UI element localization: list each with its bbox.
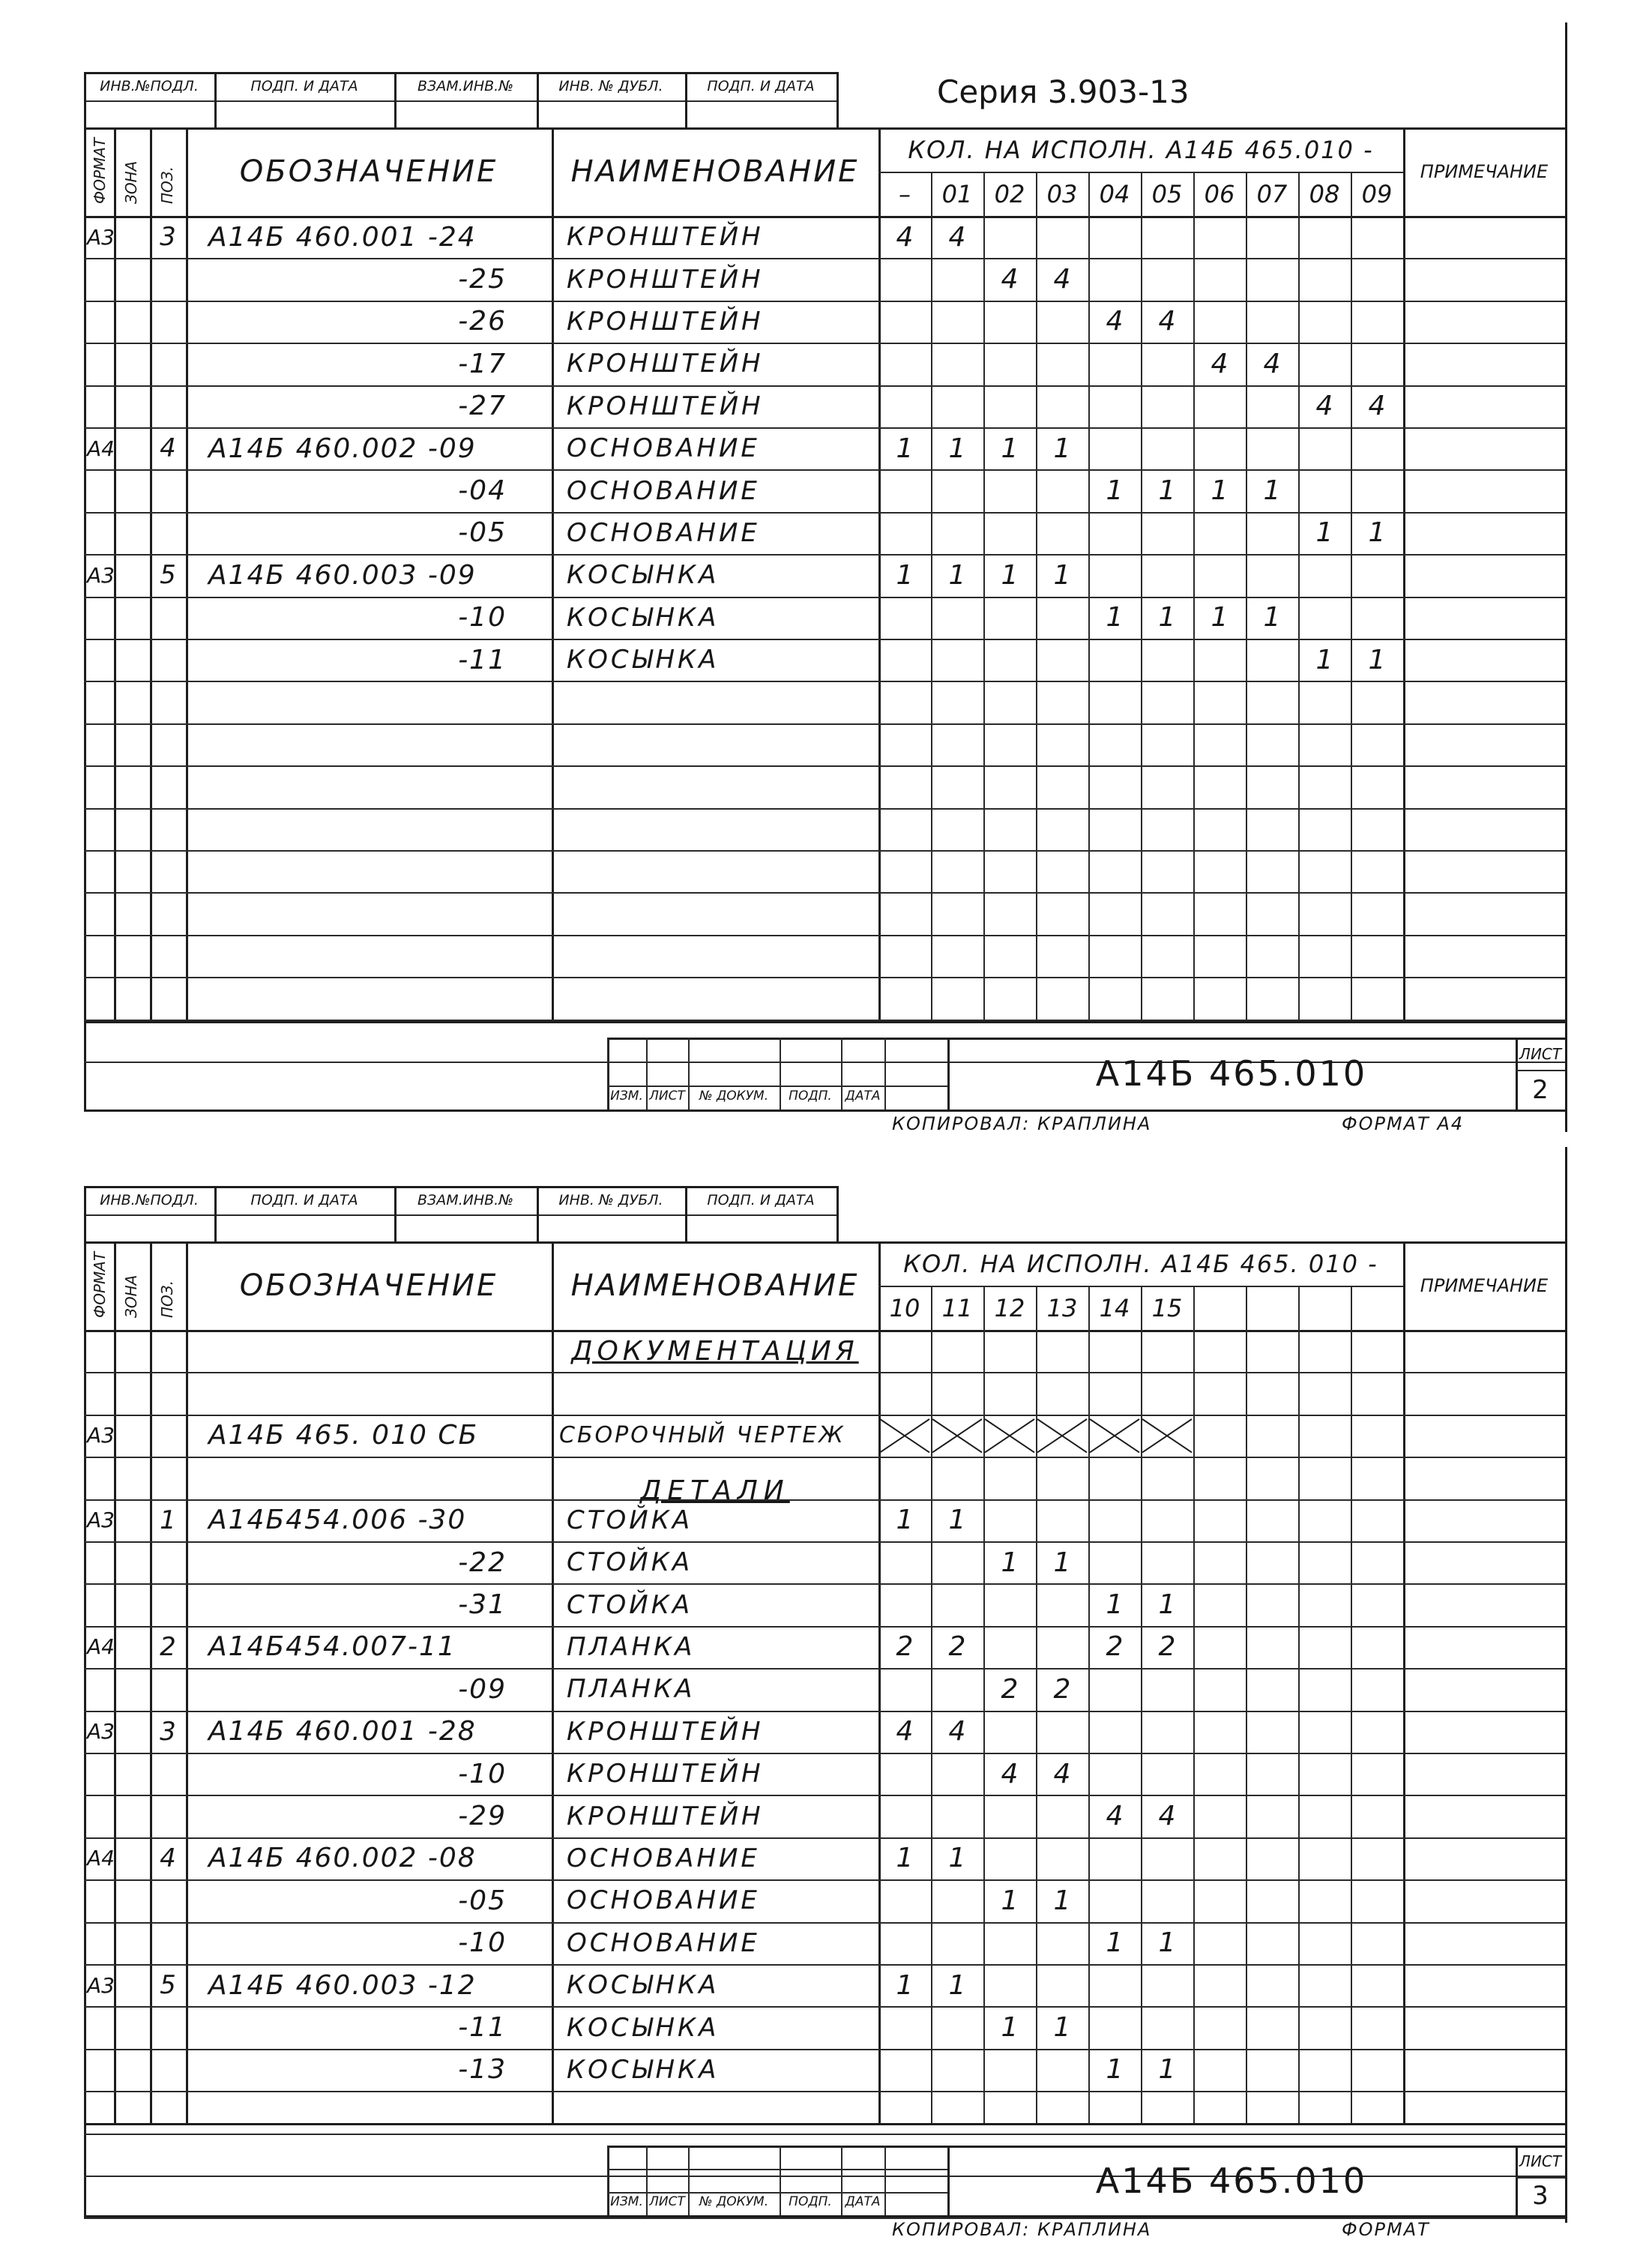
grid-line: [836, 72, 839, 127]
row-qty: 1: [1315, 517, 1333, 549]
row-designation: -26: [458, 306, 507, 337]
grid-line: [836, 1186, 839, 1241]
col-zone-label: ЗОНА: [122, 160, 140, 204]
not-applicable-cross: [983, 1415, 1036, 1457]
row-designation: -29: [458, 1801, 507, 1832]
stamp-label: ВЗАМ.ИНВ.№: [417, 1192, 513, 1208]
row-qty: 1: [896, 1505, 914, 1536]
title-block-label: ЛИСТ: [649, 1089, 685, 1104]
row-name: ОСНОВАНИЕ: [567, 1843, 760, 1873]
grid-line: [84, 2091, 1565, 2092]
row-name: КРОНШТЕЙН: [567, 306, 764, 337]
variant-header: 03: [1046, 179, 1078, 208]
variant-header: 10: [889, 1293, 920, 1322]
row-name: СТОЙКА: [567, 1589, 693, 1620]
stamp-label: ИНВ.№ПОДЛ.: [100, 78, 199, 94]
row-qty: 4: [896, 221, 914, 253]
row-name: КРОНШТЕЙН: [567, 1801, 764, 1831]
row-position: 4: [160, 1843, 176, 1873]
section-documentation: ДОКУМЕНТАЦИЯ: [571, 1335, 859, 1367]
row-name: ОСНОВАНИЕ: [567, 517, 760, 548]
col-name-label: НАИМЕНОВАНИЕ: [570, 1268, 860, 1303]
series-label: Серия 3.903-13: [937, 73, 1190, 110]
col-note-label: ПРИМЕЧАНИЕ: [1420, 161, 1549, 182]
grid-line: [84, 977, 1565, 978]
row-qty: 1: [1001, 1885, 1019, 1916]
row-qty: 1: [1158, 2054, 1176, 2086]
row-qty: 1: [948, 1843, 966, 1874]
row-qty: 4: [1158, 1801, 1176, 1832]
row-position: 3: [160, 222, 176, 253]
grid-line: [884, 2146, 886, 2215]
grid-line: [186, 1241, 188, 2123]
grid-line: [1246, 1286, 1247, 2123]
row-position: 5: [160, 560, 176, 591]
row-designation: А14Б454.007-11: [208, 1631, 456, 1663]
row-qty: 1: [948, 1969, 966, 2001]
row-designation: -25: [458, 264, 507, 295]
row-designation: А14Б 460.001 -24: [208, 221, 477, 253]
not-applicable-cross: [1141, 1415, 1193, 1457]
grid-line: [186, 127, 188, 1021]
assembly-name: СБОРОЧНЫЙ ЧЕРТЕЖ: [559, 1422, 845, 1449]
row-name: ПЛАНКА: [567, 1674, 696, 1705]
row-format: А3: [87, 1972, 115, 1998]
not-applicable-cross: [1088, 1415, 1141, 1457]
grid-line: [84, 1241, 86, 2215]
row-designation: -09: [458, 1673, 507, 1705]
grid-line: [84, 2134, 1565, 2135]
variant-header: [1193, 1286, 1246, 1330]
row-qty: 1: [1368, 644, 1386, 675]
row-qty: 1: [1211, 475, 1229, 507]
grid-line: [84, 2123, 1565, 2125]
row-qty: 1: [1053, 559, 1071, 591]
row-designation: А14Б 460.002 -09: [208, 433, 477, 464]
row-qty: 4: [1368, 391, 1386, 422]
row-qty: 4: [1315, 391, 1333, 422]
row-qty: 1: [1106, 1927, 1124, 1959]
col-zone-label: ЗОНА: [122, 1274, 140, 1318]
variant-header: 04: [1099, 179, 1130, 208]
variant-header: 12: [994, 1293, 1025, 1322]
not-applicable-cross: [931, 1415, 983, 1457]
col-pos-label: ПОЗ.: [158, 166, 176, 204]
row-qty: 1: [1053, 1885, 1071, 1916]
row-designation: А14Б 460.002 -08: [208, 1843, 477, 1874]
row-qty: 1: [1106, 475, 1124, 507]
title-block-label: ЛИСТ: [649, 2194, 685, 2209]
row-qty: 4: [896, 1716, 914, 1747]
row-qty: 1: [896, 1843, 914, 1874]
row-qty: 1: [1053, 433, 1071, 464]
row-qty: 1: [1053, 2012, 1071, 2044]
stamp-label: ПОДП. И ДАТА: [250, 1192, 358, 1208]
grid-line: [84, 1214, 836, 1216]
variant-header: 14: [1099, 1293, 1130, 1322]
col-designation-label: ОБОЗНАЧЕНИЕ: [239, 154, 498, 189]
row-qty: 1: [948, 1505, 966, 1536]
row-format: А4: [87, 436, 115, 461]
row-designation: -11: [458, 644, 507, 675]
variant-header: 08: [1309, 179, 1340, 208]
row-designation: -17: [458, 348, 507, 379]
title-block-label: № ДОКУМ.: [699, 2194, 769, 2209]
document-number: А14Б 465.010: [1095, 2160, 1368, 2201]
sheet-label: ЛИСТ: [1519, 2152, 1562, 2170]
col-pos-label: ПОЗ.: [158, 1280, 176, 1318]
grid-line: [1403, 1241, 1405, 2123]
grid-line: [84, 765, 1565, 767]
variant-header: 15: [1151, 1293, 1183, 1322]
row-qty: 1: [1001, 559, 1019, 591]
row-qty: 1: [948, 433, 966, 464]
grid-line: [552, 127, 554, 1021]
grid-line: [1403, 127, 1405, 1021]
grid-line: [84, 808, 1565, 810]
sheet-number: 2: [1532, 1074, 1549, 1105]
row-qty: 1: [948, 559, 966, 591]
variant-header: 09: [1361, 179, 1393, 208]
row-name: СТОЙКА: [567, 1547, 693, 1578]
variant-header: [1298, 1286, 1351, 1330]
row-qty: 2: [948, 1631, 966, 1663]
row-position: 3: [160, 1716, 176, 1747]
row-name: ПЛАНКА: [567, 1631, 696, 1662]
stamp-label: ИНВ. № ДУБЛ.: [558, 1192, 663, 1208]
row-designation: -31: [458, 1589, 507, 1621]
title-block-label: ДАТА: [845, 2194, 881, 2209]
row-qty: 2: [1001, 1673, 1019, 1705]
row-name: КОСЫНКА: [567, 602, 720, 633]
row-format: А3: [87, 224, 115, 250]
row-qty: 1: [1315, 644, 1333, 675]
col-qty-title: КОЛ. НА ИСПОЛН. А14Б 465. 010 -: [903, 1249, 1378, 1278]
row-designation: -22: [458, 1547, 507, 1578]
row-qty: 1: [1211, 602, 1229, 633]
row-designation: -05: [458, 1885, 507, 1916]
row-position: 1: [160, 1505, 176, 1535]
row-position: 5: [160, 1970, 176, 2001]
grid-line: [1565, 1147, 1567, 2223]
row-name: ОСНОВАНИЕ: [567, 1927, 760, 1958]
variant-header: 11: [941, 1293, 973, 1322]
stamp-label: ПОДП. И ДАТА: [250, 78, 358, 94]
row-name: КОСЫНКА: [567, 560, 720, 591]
row-qty: 4: [1053, 264, 1071, 295]
row-qty: 1: [1001, 433, 1019, 464]
stamp-label: ПОДП. И ДАТА: [707, 78, 815, 94]
title-block-label: № ДОКУМ.: [699, 1089, 769, 1104]
row-qty: 1: [1263, 475, 1281, 507]
row-qty: 1: [1158, 1927, 1176, 1959]
variant-header: 13: [1046, 1293, 1078, 1322]
row-qty: 1: [1053, 1547, 1071, 1578]
row-qty: 4: [1001, 1758, 1019, 1789]
title-block-label: ИЗМ.: [610, 2194, 643, 2209]
row-qty: 2: [896, 1631, 914, 1663]
grid-line: [1193, 1286, 1195, 2123]
col-name-label: НАИМЕНОВАНИЕ: [570, 154, 860, 189]
variant-header: 02: [994, 179, 1025, 208]
variant-header: [1351, 1286, 1403, 1330]
row-qty: 4: [948, 1716, 966, 1747]
variant-header: 07: [1256, 179, 1288, 208]
variant-header: 05: [1151, 179, 1183, 208]
row-qty: 1: [1158, 602, 1176, 633]
row-qty: 1: [1106, 1589, 1124, 1621]
row-qty: 1: [1158, 475, 1176, 507]
not-applicable-cross: [1036, 1415, 1088, 1457]
row-designation: А14Б 460.003 -12: [208, 1969, 477, 2001]
row-qty: 4: [1106, 1801, 1124, 1832]
row-name: КРОНШТЕЙН: [567, 264, 764, 295]
row-qty: 4: [1158, 306, 1176, 337]
grid-line: [84, 892, 1565, 894]
col-format-label: ФОРМАТ: [91, 137, 109, 204]
grid-line: [1565, 22, 1567, 1132]
sheet-label: ЛИСТ: [1519, 1044, 1562, 1063]
row-name: КОСЫНКА: [567, 2012, 720, 2043]
col-designation-label: ОБОЗНАЧЕНИЕ: [239, 1268, 498, 1303]
row-designation: -11: [458, 2012, 507, 2044]
row-designation: -10: [458, 602, 507, 633]
copied-by: КОПИРОВАЛ: КРАПЛИНА: [892, 1113, 1152, 1134]
grid-line: [84, 1372, 1565, 1373]
document-number: А14Б 465.010: [1095, 1053, 1368, 1094]
row-position: 4: [160, 433, 176, 464]
row-qty: 1: [1368, 517, 1386, 549]
row-name: КОСЫНКА: [567, 645, 720, 675]
row-qty: 4: [1001, 264, 1019, 295]
row-qty: 1: [1001, 2012, 1019, 2044]
grid-line: [84, 935, 1565, 936]
row-position: 2: [160, 1631, 176, 1662]
row-name: ОСНОВАНИЕ: [567, 1885, 760, 1916]
row-qty: 4: [1053, 1758, 1071, 1789]
grid-line: [552, 1241, 554, 2123]
sheet-number: 3: [1532, 2181, 1549, 2212]
row-qty: 4: [1263, 348, 1281, 379]
grid-line: [84, 723, 1565, 725]
stamp-label: ВЗАМ.ИНВ.№: [417, 78, 513, 94]
variant-header: –: [899, 179, 911, 208]
row-name: КРОНШТЕЙН: [567, 222, 764, 253]
stamp-label: ИНВ. № ДУБЛ.: [558, 78, 663, 94]
section-parts: ДЕТАЛИ: [640, 1475, 790, 1506]
row-designation: -10: [458, 1927, 507, 1959]
stamp-label: ИНВ.№ПОДЛ.: [100, 1192, 199, 1208]
row-name: КОСЫНКА: [567, 2054, 720, 2085]
col-format-label: ФОРМАТ: [91, 1251, 109, 1318]
title-block-label: ПОДП.: [789, 2194, 832, 2209]
row-designation: -27: [458, 391, 507, 422]
row-qty: 1: [1001, 1547, 1019, 1578]
row-name: КРОНШТЕЙН: [567, 1716, 764, 1747]
title-block-label: ДАТА: [845, 1089, 881, 1104]
row-qty: 4: [948, 221, 966, 253]
row-qty: 2: [1106, 1631, 1124, 1663]
grid-line: [1088, 1286, 1090, 2123]
not-applicable-cross: [878, 1415, 931, 1457]
format-label: ФОРМАТ: [1342, 2219, 1430, 2240]
variant-header: [1246, 1286, 1298, 1330]
row-name: КРОНШТЕЙН: [567, 1759, 764, 1789]
grid-line: [84, 100, 836, 102]
row-designation: -10: [458, 1758, 507, 1789]
grid-line: [1141, 1286, 1142, 2123]
grid-line: [84, 1457, 1565, 1458]
row-qty: 4: [1211, 348, 1229, 379]
row-designation: -05: [458, 517, 507, 549]
row-name: КРОНШТЕЙН: [567, 391, 764, 421]
row-designation: А14Б454.006 -30: [208, 1505, 467, 1536]
title-block-label: ИЗМ.: [610, 1089, 643, 1104]
row-format: А3: [87, 1719, 115, 1744]
grid-line: [84, 681, 1565, 682]
row-qty: 1: [896, 433, 914, 464]
stamp-label: ПОДП. И ДАТА: [707, 1192, 815, 1208]
col-qty-title: КОЛ. НА ИСПОЛН. А14Б 465.010 -: [908, 135, 1374, 164]
row-name: КРОНШТЕЙН: [567, 349, 764, 379]
row-format: А3: [87, 562, 115, 588]
row-designation: А14Б 460.003 -09: [208, 559, 477, 591]
row-name: ОСНОВАНИЕ: [567, 475, 760, 506]
grid-line: [607, 2169, 947, 2170]
grid-line: [84, 127, 86, 1110]
row-qty: 1: [896, 1969, 914, 2001]
grid-line: [1298, 1286, 1300, 2123]
grid-line: [84, 1021, 1565, 1023]
row-qty: 4: [1106, 306, 1124, 337]
row-name: СТОЙКА: [567, 1505, 693, 1535]
copied-by: КОПИРОВАЛ: КРАПЛИНА: [892, 2219, 1152, 2240]
grid-line: [1351, 1286, 1352, 2123]
variant-header: 06: [1204, 179, 1235, 208]
row-qty: 1: [1263, 602, 1281, 633]
row-format: А4: [87, 1634, 115, 1660]
row-designation: -13: [458, 2054, 507, 2086]
title-block-label: ПОДП.: [789, 1089, 832, 1104]
row-name: КОСЫНКА: [567, 1970, 720, 2001]
grid-line: [84, 850, 1565, 852]
grid-line: [884, 1038, 886, 1110]
format-label: ФОРМАТ А4: [1342, 1113, 1465, 1134]
row-qty: 1: [1158, 1589, 1176, 1621]
assembly-format: А3: [87, 1423, 115, 1448]
row-designation: А14Б 460.001 -28: [208, 1716, 477, 1747]
assembly-designation: А14Б 465. 010 СБ: [208, 1420, 479, 1451]
row-qty: 1: [1106, 602, 1124, 633]
row-qty: 1: [896, 559, 914, 591]
col-note-label: ПРИМЕЧАНИЕ: [1420, 1275, 1549, 1296]
row-name: ОСНОВАНИЕ: [567, 433, 760, 464]
row-designation: -04: [458, 475, 507, 507]
variant-header: 01: [941, 179, 973, 208]
grid-line: [607, 1062, 947, 1063]
row-format: А4: [87, 1846, 115, 1871]
row-format: А3: [87, 1508, 115, 1533]
row-qty: 2: [1158, 1631, 1176, 1663]
row-qty: 1: [1106, 2054, 1124, 2086]
row-qty: 2: [1053, 1673, 1071, 1705]
